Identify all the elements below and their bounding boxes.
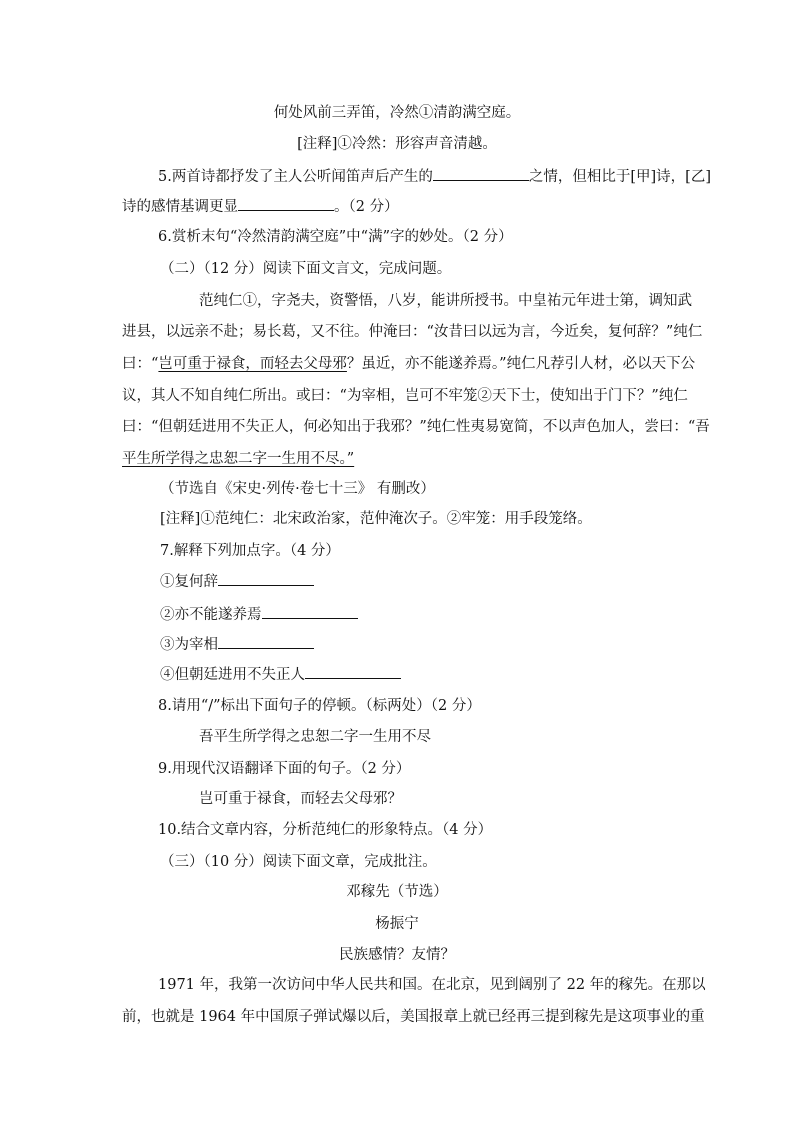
article-author: 杨振宁: [375, 916, 419, 932]
question-8-sentence: 吾平生所学得之忠恕二字一生用不尽: [199, 729, 431, 745]
section-2-heading: （二）（12 分）阅读下面文言文，完成问题。: [160, 261, 452, 277]
answer-blank[interactable]: [433, 166, 529, 181]
question-6: 6.赏析末句“冷然清韵满空庭”中“满”字的妙处。（2 分）: [158, 229, 513, 245]
classical-text-line-1: 范纯仁①，字尧夫，资警悟，八岁，能讲所授书。中皇祐元年进士第，调知武: [199, 293, 692, 309]
source-citation: （节选自《宋史·列传·卷七十三》 有删改）: [160, 481, 435, 497]
classical-annotation: [注释]①范纯仁：北宋政治家，范仲淹次子。②牢笼：用手段笼络。: [160, 511, 592, 527]
answer-blank[interactable]: [218, 634, 314, 649]
question-7-stem: 7.解释下列加点字。（4 分）: [160, 543, 340, 559]
item-text: ③为宰相: [160, 637, 218, 653]
classical-text-line-3: [122, 354, 695, 374]
classical-text-line-2: 进县，以远亲不赴；易长葛，又不往。仲淹曰：“汝昔曰以远为言，今近矣，复何辞？”纯仁: [122, 324, 703, 340]
question-9-sentence: 岂可重于禄食，而轻去父母邪？: [199, 791, 402, 807]
question-5-line-1: [158, 166, 711, 187]
classical-text-line-5: 曰：“但朝廷进用不失正人，何必知出于我邪？”纯仁性夷易宽简，不以声色加人，尝曰：“吾: [122, 419, 710, 435]
item-text: ②亦不能遂养焉: [160, 607, 262, 623]
classical-text-line-6: [122, 449, 354, 469]
poem-last-line: 何处风前三弄笛，冷然①清韵满空庭。: [273, 105, 521, 121]
answer-blank[interactable]: [238, 196, 334, 211]
question-5-text-b: 之情，但相比于[甲]诗，[乙]: [528, 169, 711, 185]
answer-blank[interactable]: [305, 664, 401, 679]
classical-text-part: ？虽近，亦不能遂养焉。”纯仁凡荐引人材，必以天下公: [346, 356, 696, 372]
question-7-item-3: [160, 634, 314, 655]
underlined-sentence: 平生所学得之忠恕二字一生用不尽。”: [122, 451, 355, 467]
item-text: ④但朝廷进用不失正人: [160, 667, 305, 683]
article-paragraph-line-1: 1971 年，我第一次访问中华人民共和国。在北京，见到阔别了 22 年的稼先。在那以: [158, 977, 706, 993]
answer-blank[interactable]: [262, 604, 358, 619]
question-10: 10.结合文章内容，分析范纯仁的形象特点。（4 分）: [158, 822, 493, 838]
question-5-text-c: 诗的感情基调更显: [122, 199, 238, 215]
article-subtitle: 民族感情？友情？: [339, 947, 455, 963]
answer-blank[interactable]: [218, 571, 314, 586]
question-5-line-2: [122, 196, 399, 217]
underlined-sentence: 岂可重于禄食，而轻去父母邪: [158, 356, 347, 372]
classical-text-part: 曰：“: [122, 356, 159, 372]
question-8-stem: 8.请用“/”标出下面句子的停顿。（标两处）（2 分）: [158, 698, 481, 714]
poem-annotation: [注释]①冷然：形容声音清越。: [297, 136, 497, 152]
question-5-text-d: 。（2 分）: [334, 199, 399, 215]
article-title: 邓稼先（节选）: [346, 884, 448, 900]
question-9-stem: 9.用现代汉语翻译下面的句子。（2 分）: [158, 761, 411, 777]
article-paragraph-line-2: 前，也就是 1964 年中国原子弹试爆以后，美国报章上就已经再三提到稼先是这项事业的重: [122, 1009, 705, 1025]
section-3-heading: （三）（10 分）阅读下面文章，完成批注。: [160, 854, 437, 870]
item-text: ①复何辞: [160, 574, 218, 590]
question-7-item-4: [160, 664, 401, 685]
question-7-item-1: [160, 571, 314, 592]
classical-text-line-4: 议，其人不知自纯仁所出。或曰：“为宰相，岂可不牢笼②天下士，使知出于门下？”纯仁: [122, 388, 688, 404]
question-5-text-a: 5.两首诗都抒发了主人公听闻笛声后产生的: [158, 169, 433, 185]
question-7-item-2: [160, 604, 358, 625]
